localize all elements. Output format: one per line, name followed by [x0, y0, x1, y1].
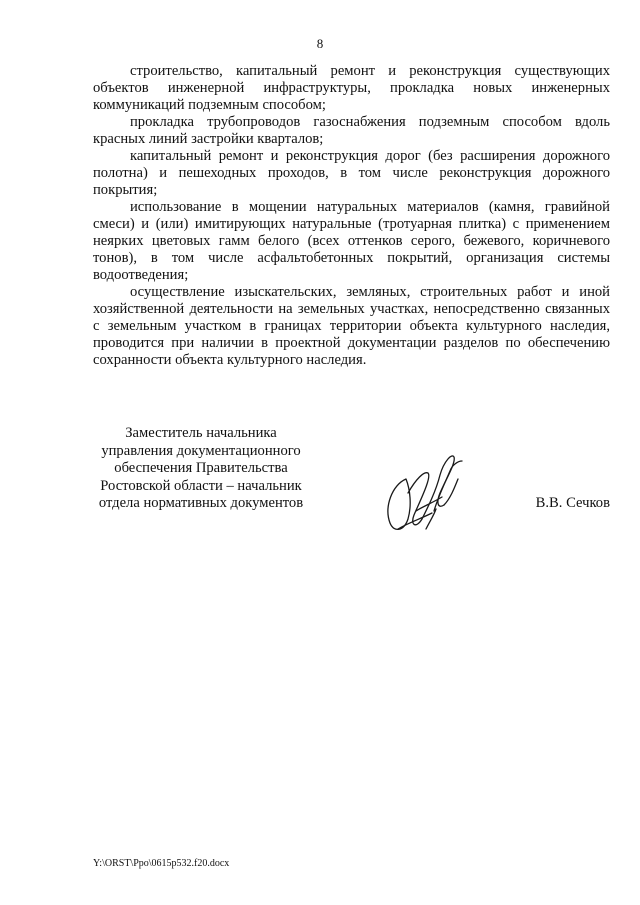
signer-title-line: управления документационного — [101, 442, 301, 459]
handwritten-signature — [378, 449, 470, 535]
paragraph-gas-pipelines: прокладка трубопроводов газоснабжения подземным способом вдоль красных линий застройки кварталов; — [93, 114, 610, 147]
signer-title-line: Заместитель начальника — [125, 425, 277, 441]
signer-title — [93, 425, 309, 513]
file-path: Y:\ORST\Ppo\0615p532.f20.docx — [93, 858, 230, 869]
signature-block — [93, 425, 610, 535]
page-number: 8 — [316, 36, 324, 51]
signer-title-line: отдела нормативных документов — [98, 495, 304, 511]
paragraph-roads: капитальный ремонт и реконструкция дорог (без расширения дорожного полотна) и пешеходных проходов, в том числе реконструкция дорожного покрытия; — [93, 148, 610, 198]
signer-title-line: Ростовской области – начальник — [100, 477, 302, 494]
document-body — [93, 63, 610, 369]
paragraph-earthworks: осуществление изыскательских, земляных, строительных работ и иной хозяйственной деятельности на земельных участках, непосредственно связанных с земельным участком в границах территории объекта культурного наследия, проводится при наличии в проектной документации разделов по обеспечению сохранности объекта культурного наследия. — [93, 284, 610, 368]
paragraph-paving: использование в мощении натуральных материалов (камня, гравийной смеси) и (или) имитирующих натуральные (тротуарная плитка) с применением неярких цветовых гамм белого (всех оттенков серого, бежевого, коричневого тонов), в том числе асфальтобетонных покрытий, организация системы водоотведения; — [93, 199, 610, 283]
signer-title-line: обеспечения Правительства — [114, 460, 288, 476]
signer-name: В.В. Сечков — [535, 495, 610, 511]
paragraph-infrastructure: строительство, капитальный ремонт и реконструкция существующих объектов инженерной инфраструктуры, прокладка новых инженерных коммуникаций подземным способом; — [93, 63, 610, 113]
